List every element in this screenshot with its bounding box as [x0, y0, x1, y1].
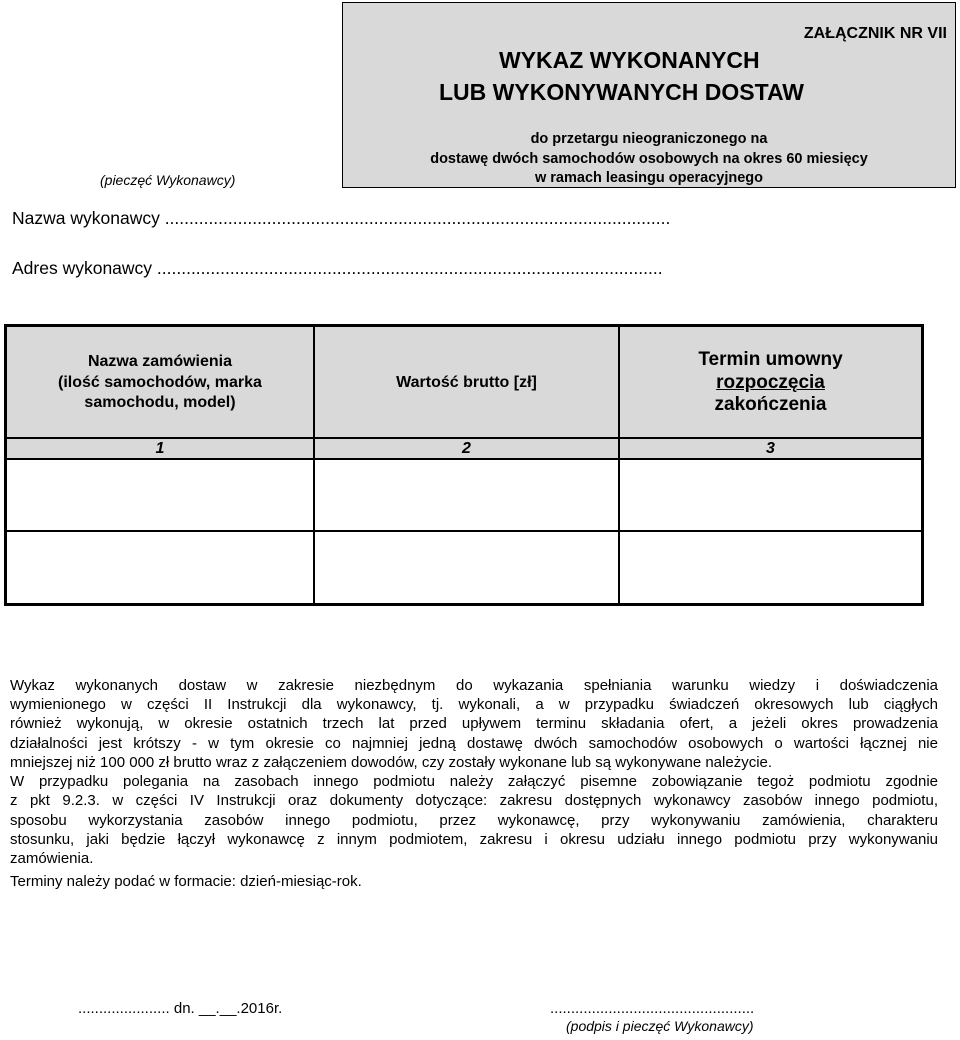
column-header-text: samochodu, model): [84, 394, 236, 412]
body-text-line: Wykaz wykonanych dostaw w zakresie niezbędnym do wykazania spełniania warunku wiedzy i doświadczenia: [10, 677, 938, 694]
column-header-text: Termin umowny: [698, 348, 843, 370]
subtitle-line1: do przetargu nieograniczonego na: [530, 131, 768, 147]
body-text-line: również wykonują, w okresie ostatnich trzech lat przed upływem terminu składania ofert, a jeżeli okres prowadzenia: [10, 715, 938, 732]
subtitle-line2: dostawę dwóch samochodów osobowych na okres 60 miesięcy: [430, 151, 868, 167]
column-header-text: zakończenia: [714, 394, 827, 416]
table-cell-empty[interactable]: [315, 460, 618, 530]
table-cell-empty[interactable]: [7, 532, 313, 604]
signature-label: (podpis i pieczęć Wykonawcy): [566, 1018, 754, 1034]
body-text-line: działalności jest krótszy - w tym okresie co najmniej jedną dostawę dwóch samochodów osobowych o wartości łącznej nie: [10, 735, 938, 752]
body-text-line: wymienionego w części II Instrukcji dla wykonawcy, tj. wykonali, a w przypadku świadczeń okresowych lub ciągłych: [10, 696, 938, 713]
document-title-line2: LUB WYKONYWANYCH DOSTAW: [439, 79, 805, 105]
table-cell-empty[interactable]: [620, 532, 921, 604]
date-field[interactable]: ...................... dn. __.__.2016r.: [78, 1000, 283, 1017]
body-text-line: mniejszej niż 100 000 zł brutto wraz z załączeniem dowodów, czy zostały wykonane lub są wykonywane należycie.: [10, 754, 773, 771]
column-header-value: [315, 327, 618, 439]
column-number: 1: [155, 440, 165, 457]
header-box: [342, 2, 956, 188]
body-text-line: W przypadku polegania na zasobach innego podmiotu należy załączyć pisemne zobowiązanie tegoż podmiotu zgodnie: [10, 773, 938, 790]
subtitle-line3: w ramach leasingu operacyjnego: [534, 170, 764, 186]
table-cell-empty[interactable]: [620, 460, 921, 530]
body-text-line: Terminy należy podać w formacie: dzień-miesiąc-rok.: [10, 873, 362, 890]
annex-label: ZAŁĄCZNIK NR VII: [803, 25, 947, 42]
column-number: 3: [766, 440, 775, 457]
column-header-text: (ilość samochodów, marka: [58, 373, 262, 391]
deliveries-table: [4, 324, 924, 606]
stamp-label: (pieczęć Wykonawcy): [100, 172, 236, 188]
column-header-order-name: [7, 327, 313, 439]
column-header-text: rozpoczęcia: [716, 371, 825, 393]
contractor-name-field[interactable]: Nazwa wykonawcy ........................................................................................................: [12, 208, 671, 228]
contractor-address-field[interactable]: Adres wykonawcy ........................................................................................................: [12, 258, 663, 278]
signature-field[interactable]: .................................................: [550, 1000, 755, 1017]
body-text-line: sposobu wykorzystania zasobów innego podmiotu, przez wykonawcę, przy wykonywaniu zamówienia, charakteru: [10, 812, 938, 829]
column-header-text: Nazwa zamówienia: [87, 352, 233, 370]
body-text-line: zamówienia.: [10, 850, 94, 867]
document-title-line1: WYKAZ WYKONANYCH: [499, 47, 760, 73]
column-header-dates: [620, 327, 921, 439]
table-cell-empty[interactable]: [315, 532, 618, 604]
table-cell-empty[interactable]: [7, 460, 313, 530]
body-text-line: stosunku, jaki będzie łączył wykonawcę z innym podmiotem, zakresu i okresu udziału innego podmiotu przy wykonywaniu: [10, 831, 938, 848]
column-header-text: Wartość brutto [zł]: [396, 373, 537, 391]
body-text-line: z pkt 9.2.3. w części IV Instrukcji oraz dokumenty dotyczące: zakresu dostępnych wykonawcy zasobów innego podmiotu,: [10, 792, 938, 809]
column-number: 2: [462, 440, 471, 457]
